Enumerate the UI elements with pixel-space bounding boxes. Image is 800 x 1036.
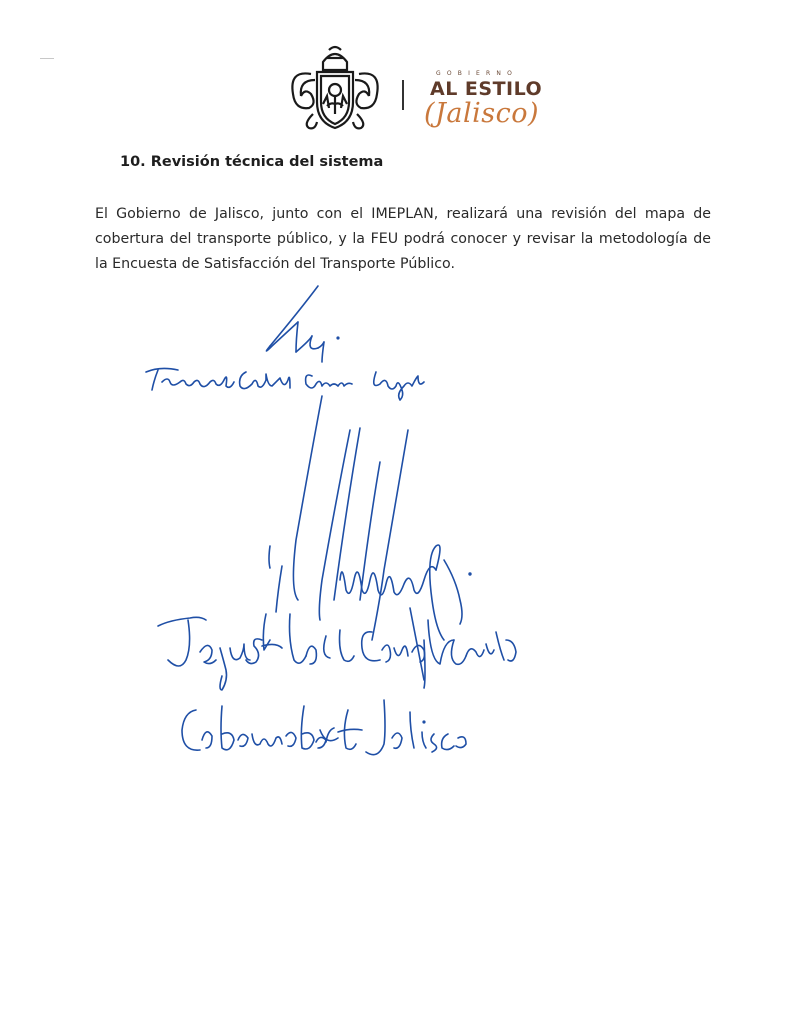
signature-2-scrawl [269,396,471,640]
section-title: 10. Revisión técnica del sistema [120,154,384,170]
signature-2-handwritten-title [182,700,466,755]
signature-2-handwritten-name [158,608,516,690]
signature-1-initials [266,286,338,362]
brand-small-text: GOBIERNO [436,70,519,77]
brand-script-word: Jalisco [435,98,528,129]
brand-main-text: AL ESTILO [430,78,543,100]
brand-script-text: (Jalisco) [424,98,540,129]
signature-1-handwritten-name [146,368,424,400]
section-body: El Gobierno de Jalisco, junto con el IMEPLAN, realizará una revisión del mapa de cobertura del transporte público, y la FEU podrá conocer y revisar la metodología de la Encuesta de Satisfacción del Transporte Público. [95,206,711,272]
